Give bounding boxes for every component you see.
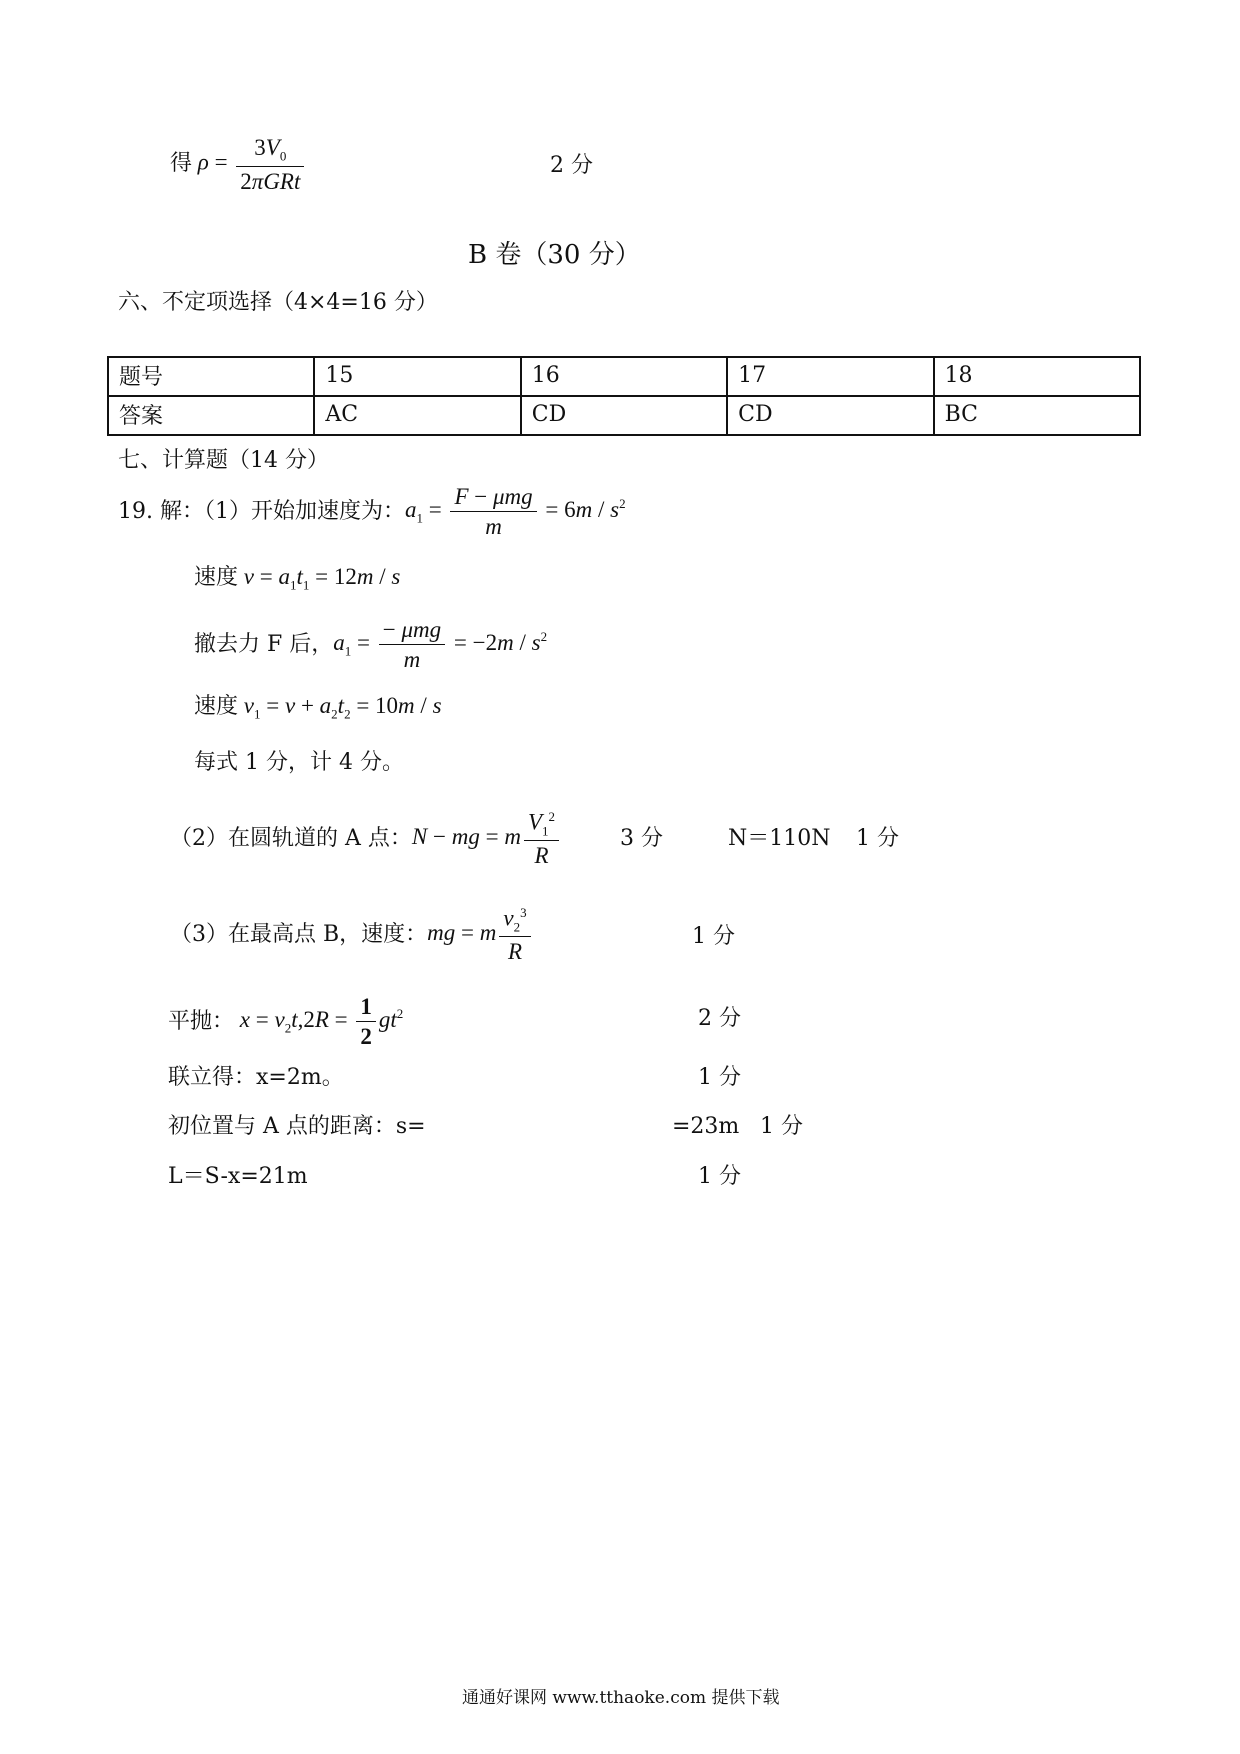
final-line: L＝S-x=21m — [168, 1164, 308, 1189]
acceleration-formula: $a_1$ = $\frac{\text{F − μmg}}{m}$ = $6m / s^2$ — [404, 484, 626, 539]
projectile-formula: $x = v_2t,2R$ = $\frac{1}{2}$ $gt^2$ — [239, 994, 404, 1049]
q19-part1-line — [118, 485, 626, 538]
combine-points: 1 分 — [698, 1065, 741, 1090]
distance-points: 1 分 — [760, 1114, 803, 1139]
density-formula: ρ = $\frac{3V_0}{\text{2πGRt}}$ — [192, 136, 307, 193]
distance-result: =23m — [672, 1114, 740, 1139]
top-point-formula: mg = m $\frac{v_2^3}{R}$ — [427, 906, 533, 963]
q19-lead: 19. 解：（1）开始加速度为： — [118, 498, 405, 524]
part3-points: 1 分 — [692, 924, 735, 949]
combine-line: 联立得：x=2m。 — [168, 1065, 344, 1090]
table-row — [108, 357, 1140, 396]
table-row — [108, 396, 1140, 435]
projectile-points: 2 分 — [698, 1006, 741, 1031]
question-number: 17 — [727, 357, 933, 396]
distance-line: 初位置与 A 点的距离：s= — [168, 1114, 426, 1139]
speed2-label: 速度 — [194, 694, 239, 720]
speed-label: 速度 — [194, 565, 239, 591]
section-b-title: B 卷（30 分） — [468, 240, 641, 270]
question-number: 18 — [934, 357, 1140, 396]
projectile-label: 平抛： — [168, 1008, 235, 1034]
projectile-line — [168, 995, 403, 1048]
section-6-title: 六、不定项选择（4×4=16 分） — [118, 290, 438, 315]
section-7-title: 七、计算题（14 分） — [118, 448, 329, 473]
velocity-line — [194, 565, 400, 592]
answer-cell: CD — [727, 396, 933, 435]
part2-label: （2）在圆轨道的 A 点： — [170, 825, 412, 851]
prefix-text: 得 — [170, 151, 193, 177]
footer-text: 通通好课网 www.tthaoke.com 提供下载 — [462, 1688, 780, 1708]
remove-force-label: 撤去力 F 后， — [194, 631, 334, 657]
part2-points: 3 分 — [620, 826, 663, 851]
final-points: 1 分 — [698, 1164, 741, 1189]
points-label: 2 分 — [550, 153, 593, 178]
answer-table — [107, 356, 1141, 436]
answer-cell: CD — [521, 396, 727, 435]
q19-part2-line — [170, 810, 562, 867]
velocity2-line — [194, 694, 442, 721]
part3-label: （3）在最高点 B，速度： — [170, 921, 428, 947]
density-formula-line — [170, 136, 307, 193]
answer-cell: BC — [934, 396, 1140, 435]
velocity2-formula: $v_1 = v + a_2t_2 = 10m / s$ — [243, 693, 442, 722]
part2-result-points: 1 分 — [856, 826, 899, 851]
normal-force-formula: N − mg = m $\frac{V_1^2}{R}$ — [412, 810, 562, 867]
velocity-formula: $v = a_1t_1 = 12m / s$ — [243, 564, 401, 593]
scoring-note: 每式 1 分，计 4 分。 — [194, 750, 404, 775]
question-number: 16 — [521, 357, 727, 396]
table-header-label: 题号 — [108, 357, 314, 396]
question-number: 15 — [314, 357, 520, 396]
table-answer-label: 答案 — [108, 396, 314, 435]
deceleration-formula: $a_1$ = $\frac{\text{− μmg}}{m}$ = $-2m / s^2$ — [333, 617, 548, 672]
answer-cell: AC — [314, 396, 520, 435]
q19-part3-line — [170, 906, 534, 963]
remove-force-line — [194, 618, 547, 671]
part2-result: N＝110N — [728, 826, 831, 851]
